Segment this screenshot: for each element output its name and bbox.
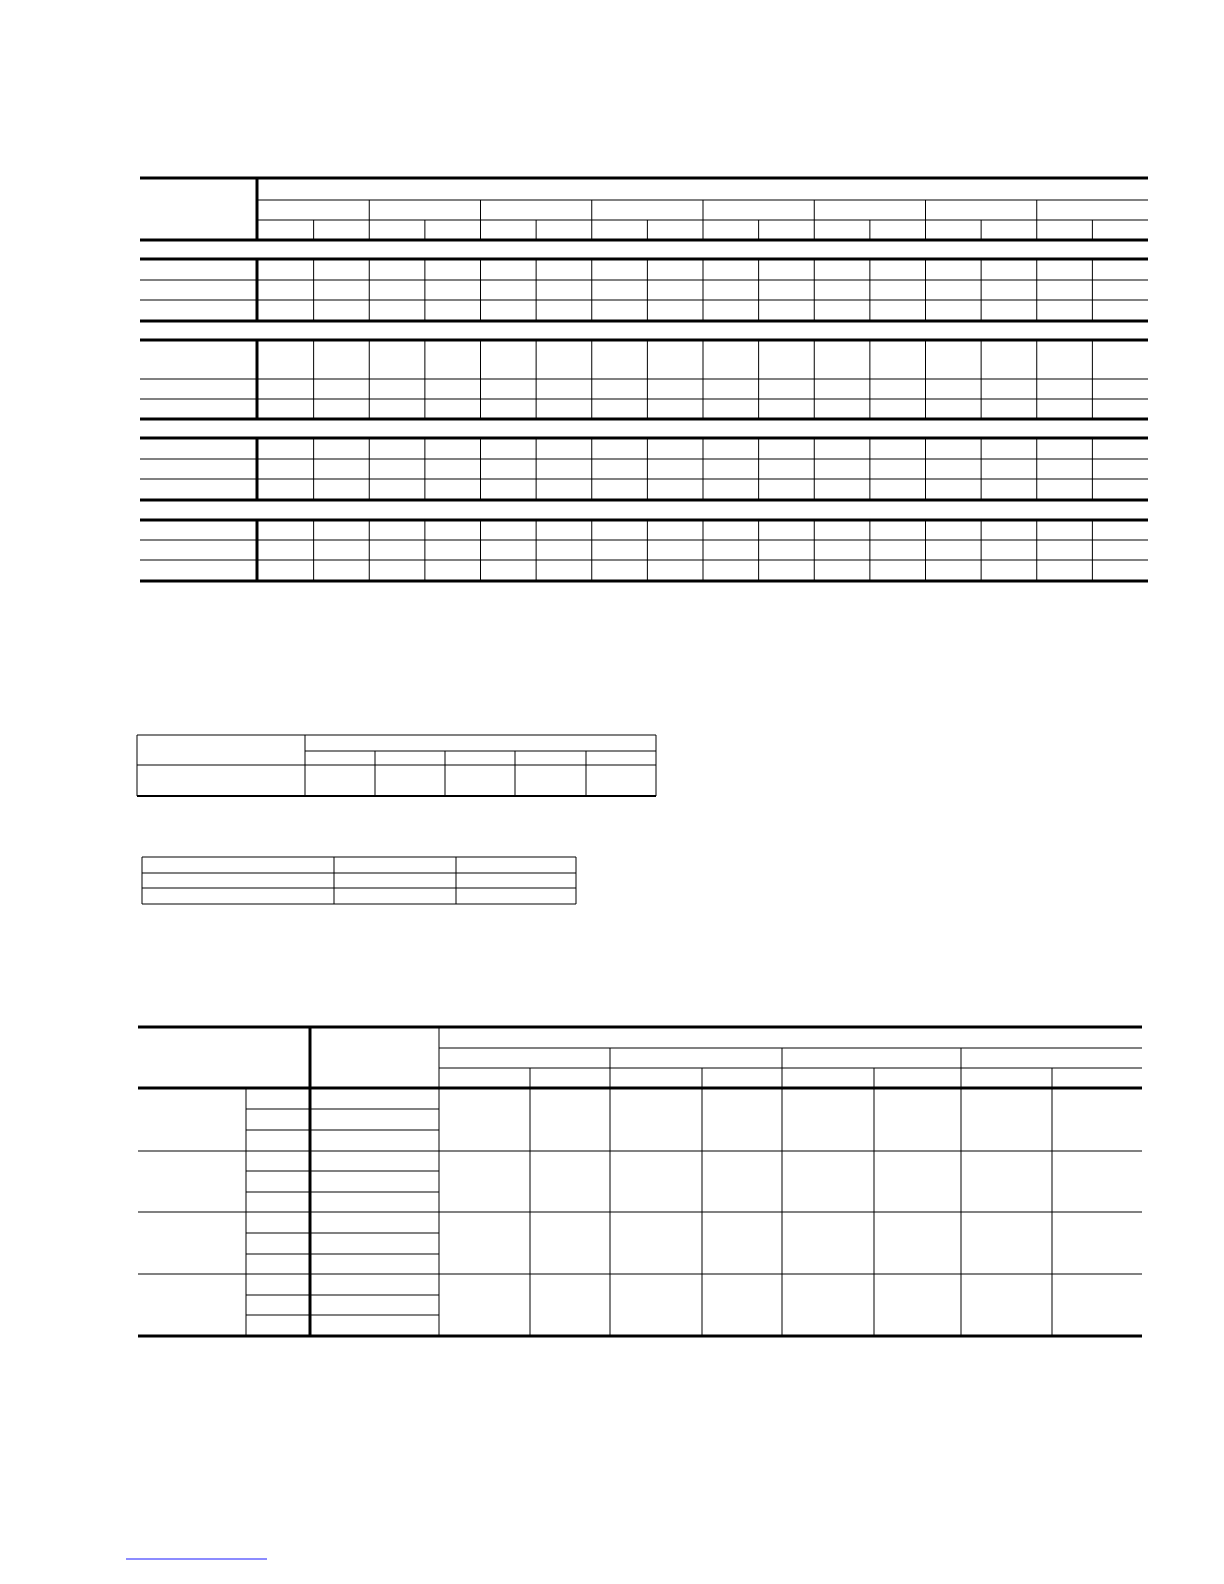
table-4	[138, 1027, 1142, 1336]
table-1	[140, 178, 1148, 581]
table-3	[142, 857, 576, 904]
table-2	[137, 735, 656, 796]
